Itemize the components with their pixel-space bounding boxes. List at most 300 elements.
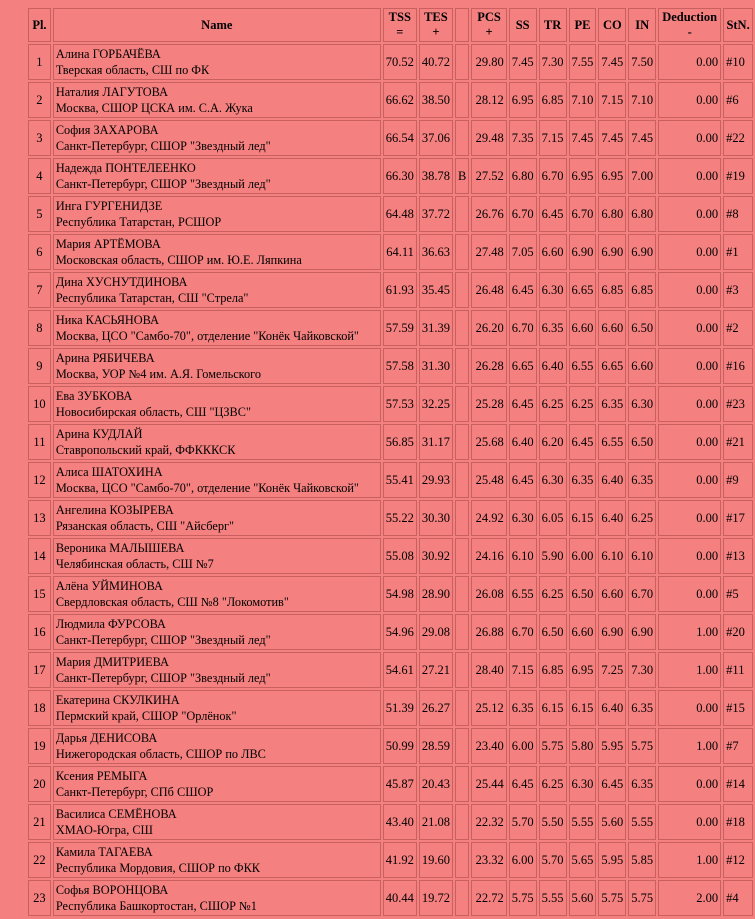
cell-co: 6.90 [598, 234, 626, 270]
cell-bonus [455, 386, 469, 422]
cell-ss: 6.45 [509, 462, 537, 498]
cell-bonus [455, 614, 469, 650]
cell-pcs: 26.48 [471, 272, 506, 308]
skater-name: Инга ГУРГЕНИДЗЕ [55, 199, 163, 213]
cell-name [53, 462, 381, 498]
cell-tss: 64.48 [383, 196, 417, 232]
cell-stn: #8 [723, 196, 753, 232]
table-row [28, 158, 753, 194]
cell-pe: 5.55 [569, 804, 597, 840]
cell-pcs: 22.32 [471, 804, 506, 840]
cell-tss: 61.93 [383, 272, 417, 308]
cell-tr: 6.70 [539, 158, 567, 194]
header-tr: TR [539, 8, 567, 42]
cell-deduction: 2.00 [658, 880, 721, 916]
cell-deduction: 0.00 [658, 44, 721, 80]
cell-tss: 50.99 [383, 728, 417, 764]
skater-name: Арина КУДЛАЙ [55, 427, 143, 441]
cell-deduction: 1.00 [658, 614, 721, 650]
skater-name: Вероника МАЛЫШЕВА [55, 541, 185, 555]
skater-name: Камила ТАГАЕВА [55, 845, 153, 859]
table-row [28, 880, 753, 916]
cell-tr: 6.85 [539, 652, 567, 688]
cell-stn: #22 [723, 120, 753, 156]
table-row [28, 234, 753, 270]
table-row [28, 82, 753, 118]
cell-in: 6.30 [628, 386, 656, 422]
skater-name: Наталия ЛАГУТОВА [55, 85, 168, 99]
cell-tr: 6.25 [539, 576, 567, 612]
cell-in: 6.70 [628, 576, 656, 612]
header-bonus [455, 8, 469, 42]
cell-pe: 5.60 [569, 880, 597, 916]
cell-name [53, 272, 381, 308]
skater-name: Василиса СЕМЁНОВА [55, 807, 177, 821]
cell-in: 6.25 [628, 500, 656, 536]
cell-bonus [455, 766, 469, 802]
cell-bonus [455, 500, 469, 536]
cell-deduction: 0.00 [658, 120, 721, 156]
cell-tr: 5.55 [539, 880, 567, 916]
table-row [28, 196, 753, 232]
table-row [28, 44, 753, 80]
cell-stn: #13 [723, 538, 753, 574]
cell-co: 6.60 [598, 310, 626, 346]
cell-ss: 7.15 [509, 652, 537, 688]
cell-in: 6.35 [628, 690, 656, 726]
cell-ss: 7.45 [509, 44, 537, 80]
cell-tr: 6.30 [539, 462, 567, 498]
cell-ss: 6.10 [509, 538, 537, 574]
cell-name [53, 120, 381, 156]
cell-in: 7.50 [628, 44, 656, 80]
skater-name: София ЗАХАРОВА [55, 123, 159, 137]
cell-tr: 6.85 [539, 82, 567, 118]
cell-bonus [455, 272, 469, 308]
cell-pe: 6.55 [569, 348, 597, 384]
cell-tes: 28.59 [419, 728, 453, 764]
cell-tr: 6.45 [539, 196, 567, 232]
skater-club: Республика Башкортостан, СШОР №1 [55, 899, 257, 913]
cell-tr: 6.35 [539, 310, 567, 346]
cell-place: 14 [28, 538, 51, 574]
cell-tes: 27.21 [419, 652, 453, 688]
cell-in: 6.35 [628, 766, 656, 802]
cell-pcs: 26.08 [471, 576, 506, 612]
cell-in: 5.75 [628, 880, 656, 916]
cell-ss: 6.45 [509, 766, 537, 802]
cell-tes: 28.90 [419, 576, 453, 612]
cell-co: 7.45 [598, 120, 626, 156]
cell-bonus [455, 310, 469, 346]
cell-tes: 21.08 [419, 804, 453, 840]
table-row [28, 766, 753, 802]
cell-ss: 6.65 [509, 348, 537, 384]
cell-co: 6.40 [598, 500, 626, 536]
skater-name: Людмила ФУРСОВА [55, 617, 166, 631]
cell-in: 7.30 [628, 652, 656, 688]
cell-co: 6.40 [598, 462, 626, 498]
cell-tss: 54.96 [383, 614, 417, 650]
skater-club: Санкт-Петербург, СШОР "Звездный лед" [55, 671, 271, 685]
cell-ss: 6.70 [509, 310, 537, 346]
cell-tes: 26.27 [419, 690, 453, 726]
table-row [28, 348, 753, 384]
cell-deduction: 0.00 [658, 690, 721, 726]
cell-deduction: 0.00 [658, 234, 721, 270]
cell-tr: 6.60 [539, 234, 567, 270]
cell-deduction: 0.00 [658, 804, 721, 840]
cell-place: 1 [28, 44, 51, 80]
cell-tr: 6.25 [539, 386, 567, 422]
cell-tss: 40.44 [383, 880, 417, 916]
table-row [28, 690, 753, 726]
cell-in: 6.50 [628, 424, 656, 460]
skater-club: Новосибирская область, СШ "ЦЗВС" [55, 405, 251, 419]
cell-tes: 36.63 [419, 234, 453, 270]
cell-deduction: 1.00 [658, 652, 721, 688]
cell-name [53, 348, 381, 384]
cell-pe: 6.45 [569, 424, 597, 460]
cell-stn: #2 [723, 310, 753, 346]
cell-co: 6.65 [598, 348, 626, 384]
cell-name [53, 386, 381, 422]
cell-bonus [455, 538, 469, 574]
cell-pe: 7.55 [569, 44, 597, 80]
cell-name [53, 82, 381, 118]
cell-deduction: 0.00 [658, 196, 721, 232]
header-pe: PE [569, 8, 597, 42]
table-row [28, 386, 753, 422]
table-row [28, 538, 753, 574]
cell-pcs: 26.76 [471, 196, 506, 232]
results-table [26, 6, 755, 918]
cell-pcs: 29.80 [471, 44, 506, 80]
skater-club: Челябинская область, СШ №7 [55, 557, 214, 571]
cell-ss: 6.40 [509, 424, 537, 460]
skater-club: Москва, ЦСО "Самбо-70", отделение "Конёк Чайковской" [55, 481, 359, 495]
cell-tr: 6.20 [539, 424, 567, 460]
cell-tes: 37.06 [419, 120, 453, 156]
cell-ss: 6.35 [509, 690, 537, 726]
cell-place: 10 [28, 386, 51, 422]
cell-tes: 38.50 [419, 82, 453, 118]
cell-ss: 6.55 [509, 576, 537, 612]
cell-ss: 7.05 [509, 234, 537, 270]
cell-bonus [455, 44, 469, 80]
skater-name: Дина ХУСНУТДИНОВА [55, 275, 188, 289]
cell-co: 6.40 [598, 690, 626, 726]
cell-tss: 54.61 [383, 652, 417, 688]
cell-tes: 32.25 [419, 386, 453, 422]
cell-pe: 6.65 [569, 272, 597, 308]
cell-in: 7.45 [628, 120, 656, 156]
cell-name [53, 804, 381, 840]
cell-tss: 57.53 [383, 386, 417, 422]
skater-club: Москва, СШОР ЦСКА им. С.А. Жука [55, 101, 253, 115]
cell-name [53, 538, 381, 574]
cell-co: 6.90 [598, 614, 626, 650]
cell-bonus [455, 804, 469, 840]
table-row [28, 120, 753, 156]
cell-deduction: 0.00 [658, 500, 721, 536]
cell-co: 6.95 [598, 158, 626, 194]
cell-pe: 6.50 [569, 576, 597, 612]
skater-name: Мария АРТЁМОВА [55, 237, 161, 251]
cell-tss: 43.40 [383, 804, 417, 840]
cell-pe: 6.90 [569, 234, 597, 270]
cell-tr: 6.05 [539, 500, 567, 536]
cell-co: 7.45 [598, 44, 626, 80]
cell-name [53, 234, 381, 270]
cell-pcs: 25.28 [471, 386, 506, 422]
skater-name: Ника КАСЬЯНОВА [55, 313, 159, 327]
skater-club: Республика Татарстан, СШ "Стрела" [55, 291, 249, 305]
cell-tes: 40.72 [419, 44, 453, 80]
skater-name: Мария ДМИТРИЕВА [55, 655, 169, 669]
cell-place: 18 [28, 690, 51, 726]
table-row [28, 462, 753, 498]
cell-ss: 6.70 [509, 196, 537, 232]
cell-tes: 29.93 [419, 462, 453, 498]
cell-pcs: 22.72 [471, 880, 506, 916]
cell-pcs: 24.16 [471, 538, 506, 574]
cell-pcs: 23.32 [471, 842, 506, 878]
cell-stn: #9 [723, 462, 753, 498]
skater-name: Алина ГОРБАЧЁВА [55, 47, 161, 61]
cell-pcs: 29.48 [471, 120, 506, 156]
cell-tss: 54.98 [383, 576, 417, 612]
cell-stn: #6 [723, 82, 753, 118]
cell-place: 3 [28, 120, 51, 156]
cell-tss: 57.59 [383, 310, 417, 346]
cell-ss: 7.35 [509, 120, 537, 156]
cell-pcs: 27.48 [471, 234, 506, 270]
cell-in: 6.80 [628, 196, 656, 232]
cell-pe: 6.95 [569, 158, 597, 194]
cell-tes: 19.72 [419, 880, 453, 916]
cell-tes: 31.39 [419, 310, 453, 346]
cell-pcs: 28.12 [471, 82, 506, 118]
cell-stn: #11 [723, 652, 753, 688]
cell-name [53, 576, 381, 612]
table-row [28, 728, 753, 764]
cell-stn: #18 [723, 804, 753, 840]
skater-club: Москва, ЦСО "Самбо-70", отделение "Конёк Чайковской" [55, 329, 359, 343]
cell-stn: #20 [723, 614, 753, 650]
skater-name: Алёна УЙМИНОВА [55, 579, 163, 593]
cell-ss: 5.75 [509, 880, 537, 916]
cell-pe: 7.10 [569, 82, 597, 118]
skater-club: Санкт-Петербург, СШОР "Звездный лед" [55, 139, 271, 153]
cell-co: 7.15 [598, 82, 626, 118]
cell-place: 12 [28, 462, 51, 498]
cell-place: 23 [28, 880, 51, 916]
skater-club: Тверская область, СШ по ФК [55, 63, 210, 77]
cell-ss: 6.70 [509, 614, 537, 650]
header-tes: TES + [419, 8, 453, 42]
cell-place: 2 [28, 82, 51, 118]
cell-in: 5.55 [628, 804, 656, 840]
skater-name: Арина РЯБИЧЕВА [55, 351, 155, 365]
cell-place: 20 [28, 766, 51, 802]
cell-tr: 5.50 [539, 804, 567, 840]
cell-tr: 6.40 [539, 348, 567, 384]
cell-bonus [455, 880, 469, 916]
cell-bonus [455, 120, 469, 156]
cell-place: 17 [28, 652, 51, 688]
cell-bonus [455, 424, 469, 460]
cell-tr: 5.70 [539, 842, 567, 878]
cell-stn: #23 [723, 386, 753, 422]
cell-bonus [455, 690, 469, 726]
cell-in: 6.35 [628, 462, 656, 498]
table-row [28, 576, 753, 612]
cell-tr: 7.15 [539, 120, 567, 156]
cell-stn: #1 [723, 234, 753, 270]
cell-name [53, 690, 381, 726]
cell-place: 9 [28, 348, 51, 384]
cell-place: 6 [28, 234, 51, 270]
cell-co: 5.60 [598, 804, 626, 840]
table-row [28, 652, 753, 688]
skater-club: ХМАО-Югра, СШ [55, 823, 153, 837]
cell-bonus: B [455, 158, 469, 194]
cell-co: 6.80 [598, 196, 626, 232]
skater-name: Екатерина СКУЛКИНА [55, 693, 180, 707]
cell-bonus [455, 728, 469, 764]
cell-pcs: 27.52 [471, 158, 506, 194]
cell-deduction: 0.00 [658, 766, 721, 802]
skater-club: Московская область, СШОР им. Ю.Е. Ляпкина [55, 253, 302, 267]
cell-in: 7.00 [628, 158, 656, 194]
cell-tes: 31.30 [419, 348, 453, 384]
cell-tss: 51.39 [383, 690, 417, 726]
cell-pcs: 25.12 [471, 690, 506, 726]
cell-name [53, 652, 381, 688]
cell-name [53, 880, 381, 916]
cell-tss: 55.22 [383, 500, 417, 536]
cell-tss: 66.62 [383, 82, 417, 118]
skater-club: Санкт-Петербург, СШОР "Звездный лед" [55, 633, 271, 647]
cell-place: 16 [28, 614, 51, 650]
cell-tss: 55.41 [383, 462, 417, 498]
cell-tss: 64.11 [383, 234, 417, 270]
cell-name [53, 158, 381, 194]
cell-pe: 5.65 [569, 842, 597, 878]
skater-name: Софья ВОРОНЦОВА [55, 883, 169, 897]
cell-co: 5.95 [598, 728, 626, 764]
cell-name [53, 500, 381, 536]
header-pl: Pl. [28, 8, 51, 42]
cell-bonus [455, 234, 469, 270]
cell-in: 6.90 [628, 234, 656, 270]
table-row [28, 424, 753, 460]
cell-tr: 6.15 [539, 690, 567, 726]
cell-name [53, 310, 381, 346]
skater-name: Ксения РЕМЫГА [55, 769, 148, 783]
cell-name [53, 766, 381, 802]
cell-deduction: 0.00 [658, 158, 721, 194]
cell-place: 11 [28, 424, 51, 460]
cell-co: 5.75 [598, 880, 626, 916]
cell-tss: 66.54 [383, 120, 417, 156]
cell-ss: 6.95 [509, 82, 537, 118]
skater-club: Пермский край, СШОР "Орлёнок" [55, 709, 237, 723]
cell-name [53, 728, 381, 764]
cell-stn: #3 [723, 272, 753, 308]
skater-club: Свердловская область, СШ №8 "Локомотив" [55, 595, 289, 609]
cell-tes: 35.45 [419, 272, 453, 308]
cell-pe: 6.30 [569, 766, 597, 802]
cell-tes: 20.43 [419, 766, 453, 802]
cell-name [53, 44, 381, 80]
cell-in: 6.60 [628, 348, 656, 384]
cell-tes: 29.08 [419, 614, 453, 650]
cell-co: 6.35 [598, 386, 626, 422]
header-pcs: PCS + [471, 8, 506, 42]
skater-club: Ставропольский край, ФФКККСК [55, 443, 236, 457]
cell-co: 6.45 [598, 766, 626, 802]
header-in: IN [628, 8, 656, 42]
header-co: CO [598, 8, 626, 42]
skater-club: Санкт-Петербург, СПб СШОР [55, 785, 214, 799]
cell-place: 15 [28, 576, 51, 612]
cell-pcs: 25.68 [471, 424, 506, 460]
cell-deduction: 0.00 [658, 310, 721, 346]
skater-club: Республика Татарстан, РСШОР [55, 215, 222, 229]
skater-name: Дарья ДЕНИСОВА [55, 731, 158, 745]
cell-stn: #21 [723, 424, 753, 460]
cell-tss: 55.08 [383, 538, 417, 574]
cell-stn: #10 [723, 44, 753, 80]
cell-deduction: 1.00 [658, 842, 721, 878]
cell-ss: 6.00 [509, 842, 537, 878]
cell-stn: #7 [723, 728, 753, 764]
cell-bonus [455, 196, 469, 232]
skater-name: Ангелина КОЗЫРЕВА [55, 503, 174, 517]
cell-in: 6.85 [628, 272, 656, 308]
table-row [28, 272, 753, 308]
cell-tr: 6.30 [539, 272, 567, 308]
cell-pe: 6.15 [569, 500, 597, 536]
cell-co: 6.55 [598, 424, 626, 460]
table-row [28, 310, 753, 346]
cell-tes: 37.72 [419, 196, 453, 232]
cell-place: 19 [28, 728, 51, 764]
cell-in: 5.75 [628, 728, 656, 764]
cell-deduction: 0.00 [658, 462, 721, 498]
cell-tss: 57.58 [383, 348, 417, 384]
cell-ss: 6.30 [509, 500, 537, 536]
cell-co: 6.85 [598, 272, 626, 308]
skater-name: Алиса ШАТОХИНА [55, 465, 163, 479]
cell-place: 21 [28, 804, 51, 840]
cell-stn: #4 [723, 880, 753, 916]
skater-name: Ева ЗУБКОВА [55, 389, 133, 403]
cell-stn: #5 [723, 576, 753, 612]
cell-deduction: 0.00 [658, 348, 721, 384]
cell-pe: 5.80 [569, 728, 597, 764]
cell-in: 6.50 [628, 310, 656, 346]
cell-bonus [455, 842, 469, 878]
cell-pcs: 28.40 [471, 652, 506, 688]
cell-place: 13 [28, 500, 51, 536]
cell-bonus [455, 82, 469, 118]
cell-tr: 5.75 [539, 728, 567, 764]
cell-tss: 56.85 [383, 424, 417, 460]
cell-pe: 6.00 [569, 538, 597, 574]
